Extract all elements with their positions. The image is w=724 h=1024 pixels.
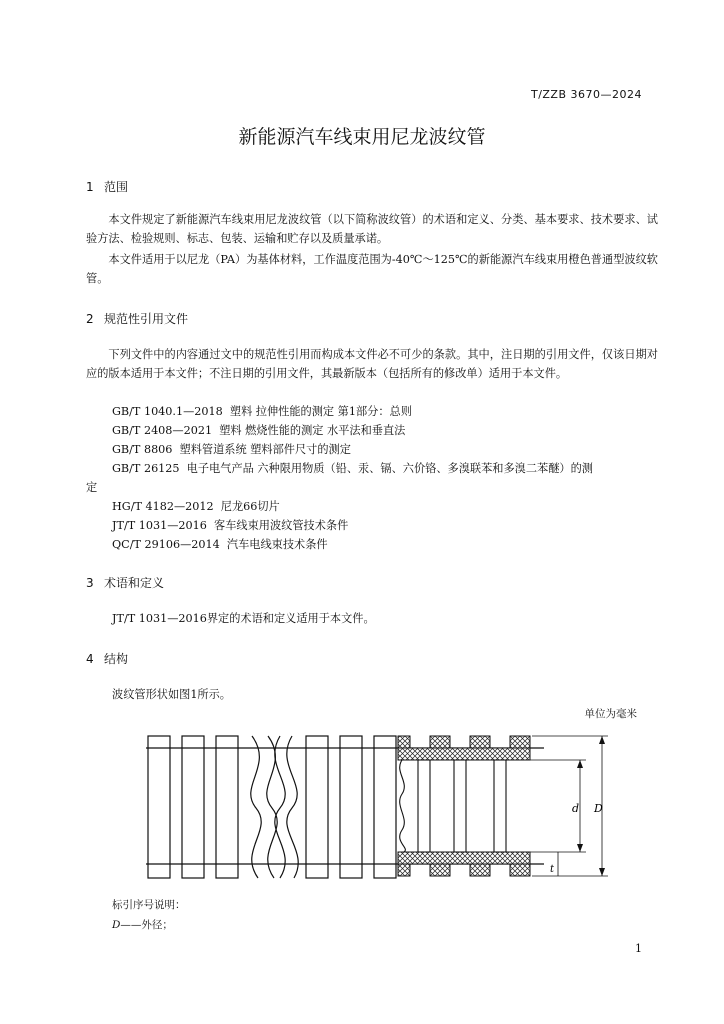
section-number: 4 — [86, 652, 94, 666]
reference-code: GB/T 2408—2021 — [112, 424, 213, 437]
reference-code: JT/T 1031—2016 — [112, 519, 207, 532]
section-number: 2 — [86, 312, 94, 326]
key-description: ——外径； — [120, 919, 173, 931]
key-symbol: D — [112, 919, 121, 931]
section-number: 1 — [86, 180, 94, 194]
reference-item — [112, 440, 351, 459]
section-3-heading — [86, 574, 164, 591]
dimension-label-outer: D — [594, 802, 603, 815]
reference-title: 塑料 燃烧性能的测定 水平法和垂直法 — [219, 424, 406, 437]
structure-paragraph: 波纹管形状如图1所示。 — [112, 688, 231, 701]
section-title: 范围 — [104, 180, 129, 194]
key-item-outer-diameter — [112, 917, 173, 932]
section-1-heading — [86, 178, 128, 195]
reference-title: 塑料 拉伸性能的测定 第1部分：总则 — [229, 405, 412, 418]
reference-item — [112, 421, 405, 440]
reference-code: HG/T 4182—2012 — [112, 500, 214, 513]
section-title: 术语和定义 — [104, 576, 165, 590]
reference-item — [112, 459, 593, 478]
section-4-heading — [86, 650, 128, 667]
scope-paragraph-1: 本文件规定了新能源汽车线束用尼龙波纹管（以下简称波纹管）的术语和定义、分类、基本要求、技术要求、试验方法、检验规则、标志、包装、运输和贮存以及质量承诺。 — [86, 213, 658, 245]
reference-item — [112, 535, 328, 554]
section-title: 规范性引用文件 — [104, 312, 189, 326]
reference-continuation: 定 — [86, 481, 98, 494]
terms-paragraph: JT/T 1031—2016界定的术语和定义适用于本文件。 — [112, 612, 375, 625]
dimension-label-inner: d — [572, 802, 580, 815]
page-number: 1 — [635, 942, 642, 955]
reference-title: 电子电气产品 六种限用物质（铅、汞、镉、六价铬、多溴联苯和多溴二苯醚）的测 — [186, 462, 593, 475]
reference-title: 客车线束用波纹管技术条件 — [214, 519, 349, 532]
reference-title: 汽车电线束技术条件 — [226, 538, 328, 551]
dimension-label-thickness: t — [550, 864, 555, 875]
document-title: 新能源汽车线束用尼龙波纹管 — [238, 126, 486, 148]
corrugated-tube-figure — [140, 726, 620, 896]
section-2-heading — [86, 310, 188, 327]
reference-code: GB/T 8806 — [112, 443, 173, 456]
reference-item — [112, 402, 412, 421]
key-title: 标引序号说明： — [112, 899, 186, 911]
unit-note: 单位为毫米 — [584, 708, 637, 720]
reference-item — [112, 516, 348, 535]
reference-item — [112, 497, 280, 516]
normative-intro: 下列文件中的内容通过文中的规范性引用而构成本文件必不可少的条款。其中，注日期的引用文件，仅该日期对应的版本适用于本文件；不注日期的引用文件，其最新版本（包括所有的修改单）适用于本文件。 — [86, 348, 658, 380]
scope-paragraph-2: 本文件适用于以尼龙（PA）为基体材料，工作温度范围为-40℃～125℃的新能源汽车线束用橙色普通型波纹软管。 — [86, 253, 658, 285]
reference-code: GB/T 26125 — [112, 462, 180, 475]
standard-number: T/ZZB 3670—2024 — [530, 88, 642, 101]
reference-title: 塑料管道系统 塑料部件尺寸的测定 — [179, 443, 351, 456]
reference-code: GB/T 1040.1—2018 — [112, 405, 223, 418]
reference-title: 尼龙66切片 — [220, 500, 280, 513]
section-number: 3 — [86, 576, 94, 590]
reference-code: QC/T 29106—2014 — [112, 538, 220, 551]
section-title: 结构 — [104, 652, 129, 666]
